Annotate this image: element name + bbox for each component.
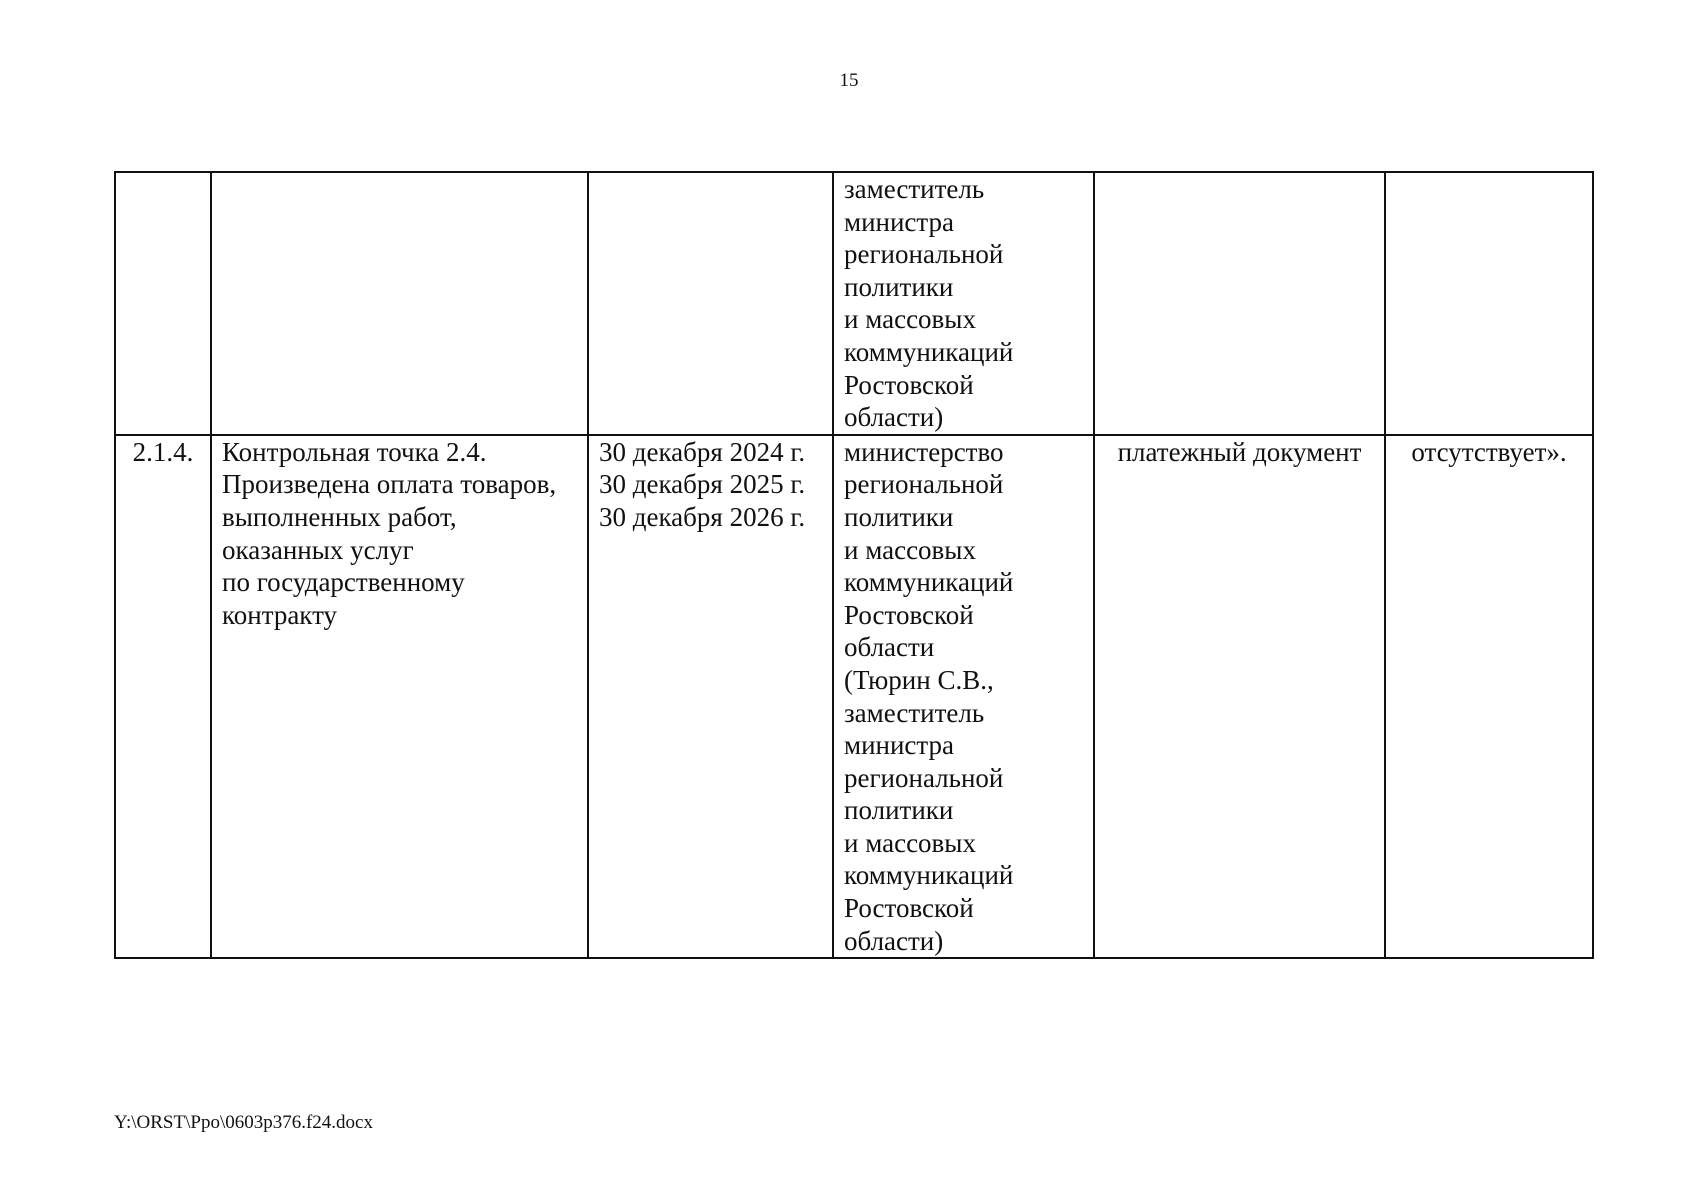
table-row-continued — [115, 172, 1593, 435]
responsible-line: министра — [844, 206, 955, 237]
responsible-line: политики — [844, 271, 954, 302]
responsible-line: региональной — [844, 239, 1004, 270]
cell-info-system — [1385, 435, 1593, 959]
responsible-line: министра — [844, 730, 955, 761]
responsible-line: и массовых — [844, 304, 976, 335]
name-line: Контрольная точка 2.4. — [222, 436, 487, 467]
cell-info-empty — [1385, 172, 1593, 435]
cell-number-empty — [115, 172, 211, 435]
responsible-line: заместитель — [844, 174, 985, 204]
name-line: по государственному — [222, 567, 465, 598]
responsible-line: политики — [844, 501, 954, 532]
responsible-line: и массовых — [844, 534, 976, 565]
page-number: 15 — [839, 70, 859, 91]
responsible-line: региональной — [844, 762, 1004, 793]
responsible-line: коммуникаций — [844, 336, 1014, 367]
responsible-line: Ростовской — [844, 599, 974, 630]
name-line: выполненных работ, — [222, 501, 457, 532]
responsible-line: области) — [844, 925, 944, 956]
responsible-line: министерство — [844, 436, 1004, 467]
responsible-line: Ростовской — [844, 893, 974, 924]
responsible-line: региональной — [844, 469, 1004, 500]
cell-number — [115, 435, 211, 959]
responsible-line: и массовых — [844, 827, 976, 858]
control-points-table — [114, 171, 1594, 959]
responsible-line: коммуникаций — [844, 567, 1014, 598]
name-line: оказанных услуг — [222, 534, 414, 565]
responsible-line: коммуникаций — [844, 860, 1014, 891]
responsible-line: (Тюрин С.В., — [844, 664, 994, 695]
info-system-value: отсутствует». — [1411, 436, 1567, 467]
cell-date-empty — [588, 172, 833, 435]
responsible-line: заместитель — [844, 697, 985, 728]
name-line: контракту — [222, 599, 338, 630]
responsible-line: Ростовской — [844, 369, 974, 400]
row-number: 2.1.4. — [132, 436, 194, 467]
date-line: 30 декабря 2024 г. — [599, 436, 806, 467]
cell-responsible-continued — [833, 172, 1094, 435]
table-row — [115, 435, 1593, 959]
responsible-line: области — [844, 632, 935, 663]
cell-dates — [588, 435, 833, 959]
date-line: 30 декабря 2025 г. — [599, 469, 806, 500]
cell-document-empty — [1094, 172, 1385, 435]
name-line: Произведена оплата товаров, — [222, 469, 557, 500]
responsible-line: политики — [844, 795, 954, 826]
document-type: платежный документ — [1117, 436, 1362, 467]
cell-name-empty — [211, 172, 588, 435]
cell-document — [1094, 435, 1385, 959]
date-line: 30 декабря 2026 г. — [599, 501, 806, 532]
responsible-line: области) — [844, 402, 944, 433]
cell-name — [211, 435, 588, 959]
cell-responsible — [833, 435, 1094, 959]
file-path: Y:\ORST\Ppo\0603p376.f24.docx — [114, 1112, 373, 1133]
